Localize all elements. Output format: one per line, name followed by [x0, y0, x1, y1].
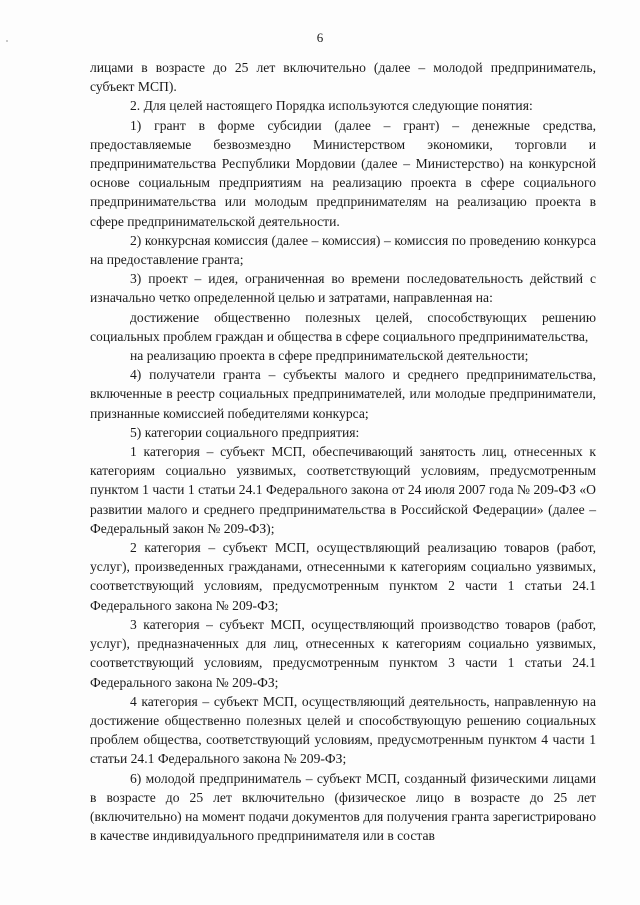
paragraph-continuation: лицами в возрасте до 25 лет включительно (далее – молодой предприниматель, субъект МСП).: [90, 60, 596, 95]
paragraph-project-definition: 3) проект – идея, ограниченная во времени последовательность действий с изначально четко определенной целью и затратами, направленная на:: [90, 271, 596, 306]
paragraph-definitions-intro: 2. Для целей настоящего Порядка используются следующие понятия:: [130, 98, 533, 114]
paragraph-category-3: 3 категория – субъект МСП, осуществляющий производство товаров (работ, услуг), предназначенных для лиц, отнесенных к категориям социально уязвимых, соответствующий условиям, предусмотренным пунктом 3 части 1 статьи 24.1 Федерального закона № 209-ФЗ;: [90, 616, 596, 690]
paragraph-young-entrepreneur: 6) молодой предприниматель – субъект МСП, созданный физическими лицами в возрасте до 25 лет включительно (физическое лицо в возрасте до 25 лет (включительно) на момент подачи документов для получения гранта зарегистрировано в качестве индивидуального предпринимателя или в состав: [90, 770, 596, 844]
paragraph-project-goal-social: достижение общественно полезных целей, способствующих решению социальных проблем граждан и общества в сфере социального предпринимательства,: [90, 309, 596, 344]
paragraph-category-2: 2 категория – субъект МСП, осуществляющий реализацию товаров (работ, услуг), произведенных гражданами, отнесенными к категориям социально уязвимых, соответствующий условиям, предусмотренным пунктом 2 части 1 статьи 24.1 Федерального закона № 209-ФЗ;: [90, 540, 596, 613]
paragraph-commission-definition: 2) конкурсная комиссия (далее – комиссия) – комиссия по проведению конкурса на предоставление гранта;: [90, 232, 596, 268]
paragraph-recipients-definition: 4) получатели гранта – субъекты малого и среднего предпринимательства, включенные в реестр социальных предпринимателей, или молодые предприниматели, признанные комиссией победителями конкурса;: [90, 367, 596, 421]
paragraph-categories-intro: 5) категории социального предприятия:: [130, 424, 360, 440]
paragraph-grant-definition: 1) грант в форме субсидии (далее – грант) – денежные средства, предоставляемые безвозмездно Министерством экономики, торговли и предпринимательства Республики Мордовии (далее – Министерство) на конкурсной основе социальным предприятиям на реализацию проекта в сфере социального предпринимательства или молодым предпринимателям на реализацию проекта в сфере предпринимательской деятельности.: [90, 117, 596, 229]
paragraph-category-4: 4 категория – субъект МСП, осуществляющий деятельность, направленную на достижение общественно полезных целей и способствующую решению социальных проблем общества, соответствующий условиям, предусмотренным пунктом 4 части 1 статьи 24.1 Федерального закона № 209-ФЗ;: [90, 693, 596, 767]
paragraph-project-goal-business: на реализацию проекта в сфере предпринимательской деятельности;: [130, 348, 529, 364]
document-body: [90, 58, 596, 845]
page-number: 6: [316, 30, 324, 45]
paragraph-category-1: 1 категория – субъект МСП, обеспечивающий занятость лиц, отнесенных к категориям социально уязвимых, соответствующий условиям, предусмотренным пунктом 1 части 1 статьи 24.1 Федерального закона от 24 июля 2007 года № 209-ФЗ «О развитии малого и среднего предпринимательства в Российской Федерации» (далее – Федеральный закон № 209-ФЗ);: [90, 444, 596, 536]
